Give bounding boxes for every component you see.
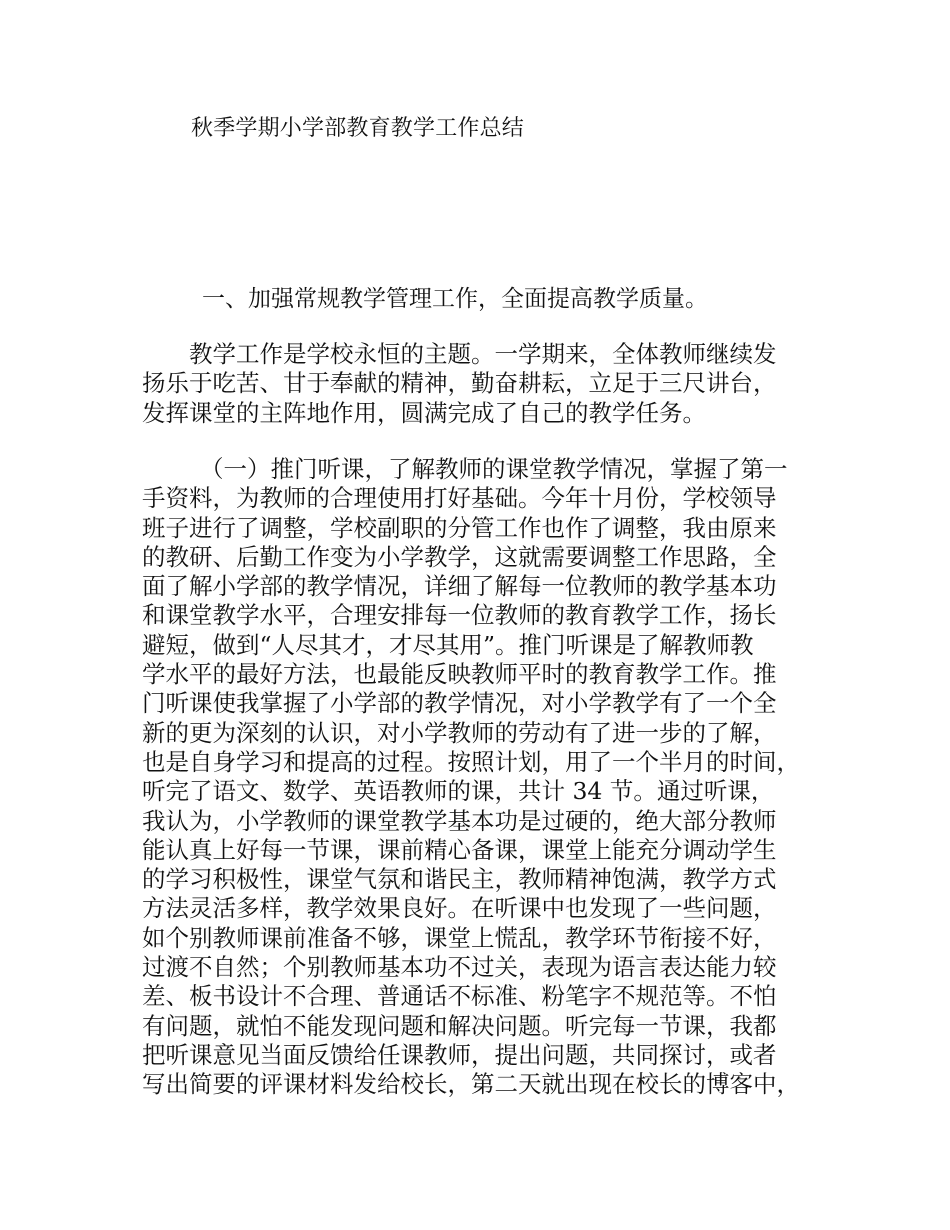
paragraph-line: 过渡不自然；个别教师基本功不过关，表现为语言表达能力较 [142, 953, 777, 982]
section-heading: 一、加强常规教学管理工作，全面提高教学质量。 [202, 286, 708, 312]
paragraph-line: 面了解小学部的教学情况，详细了解每一位教师的教学基本功 [142, 572, 777, 601]
paragraph-line: 教学工作是学校永恒的主题。一学期来，全体教师继续发 [189, 340, 777, 368]
document-title: 秋季学期小学部教育教学工作总结 [191, 116, 525, 141]
paragraph-line: 如个别教师课前准备不够，课堂上慌乱，教学环节衔接不好， [142, 923, 777, 952]
paragraph-line: 扬乐于吃苦、甘于奉献的精神，勤奋耕耘，立足于三尺讲台， [142, 369, 777, 398]
paragraph-line: 方法灵活多样，教学效果良好。在听课中也发现了一些问题， [142, 894, 777, 923]
paragraph-line: 新的更为深刻的认识，对小学教师的劳动有了进一步的了解， [142, 718, 777, 747]
paragraph-line: 手资料，为教师的合理使用打好基础。今年十月份，学校领导 [142, 484, 777, 513]
body-paragraph [142, 455, 842, 1100]
paragraph-line: 和课堂教学水平，合理安排每一位教师的教育教学工作，扬长 [142, 601, 777, 630]
paragraph-line: （一）推门听课，了解教师的课堂教学情况，掌握了第一 [200, 455, 788, 483]
paragraph-line: 的教研、后勤工作变为小学教学，这就需要调整工作思路，全 [142, 542, 777, 571]
paragraph-line: 把听课意见当面反馈给任课教师，提出问题，共同探讨，或者 [142, 1040, 777, 1069]
paragraph-line: 的学习积极性，课堂气氛和谐民主，教师精神饱满，教学方式 [142, 865, 777, 894]
paragraph-line: 有问题，就怕不能发现问题和解决问题。听完每一节课，我都 [142, 1011, 777, 1040]
paragraph-line: 也是自身学习和提高的过程。按照计划，用了一个半月的时间， [142, 747, 800, 776]
intro-paragraph [142, 340, 842, 428]
paragraph-line: 差、板书设计不合理、普通话不标准、粉笔字不规范等。不怕 [142, 982, 777, 1011]
paragraph-line: 学水平的最好方法，也最能反映教师平时的教育教学工作。推 [142, 660, 777, 689]
paragraph-line: 避短，做到“人尽其才，才尽其用”。推门听课是了解教师教 [142, 630, 754, 659]
paragraph-line: 写出简要的评课材料发给校长，第二天就出现在校长的博客中， [142, 1070, 800, 1099]
paragraph-line: 能认真上好每一节课，课前精心备课，课堂上能充分调动学生 [142, 835, 777, 864]
paragraph-line: 门听课使我掌握了小学部的教学情况，对小学教学有了一个全 [142, 689, 777, 718]
paragraph-line: 听完了语文、数学、英语教师的课，共计 34 节。通过听课， [142, 777, 775, 806]
paragraph-line: 我认为，小学教师的课堂教学基本功是过硬的，绝大部分教师 [142, 806, 777, 835]
paragraph-line: 班子进行了调整，学校副职的分管工作也作了调整，我由原来 [142, 513, 777, 542]
paragraph-line: 发挥课堂的主阵地作用，圆满完成了自己的教学任务。 [142, 398, 706, 427]
